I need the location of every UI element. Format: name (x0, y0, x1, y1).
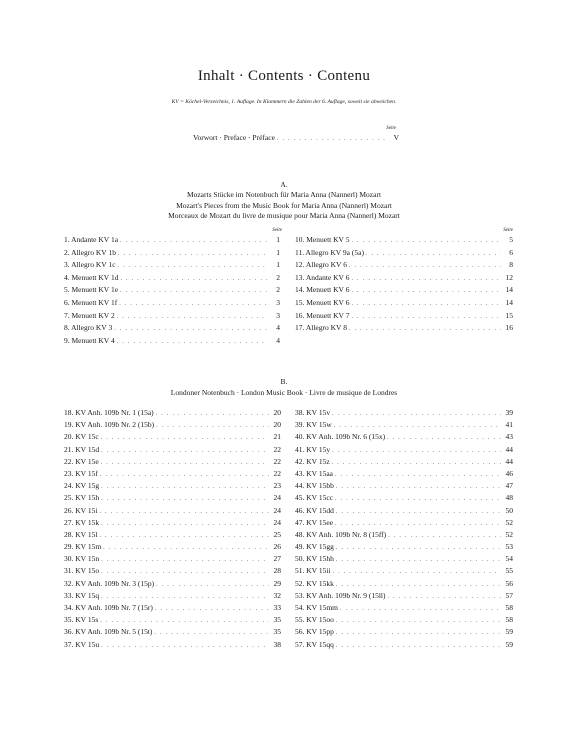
toc-entry-title: 3. Allegro KV 1c (64, 260, 116, 270)
toc-entry-page: 2 (276, 272, 280, 282)
preface-page: V (393, 133, 399, 142)
toc-entry (64, 614, 281, 626)
toc-entry-page: 26 (273, 542, 281, 552)
toc-entry-page: 8 (509, 260, 513, 270)
toc-entry-page: 46 (505, 468, 513, 478)
toc-entry-title: 44. KV 15bb (295, 481, 334, 491)
toc-entry-page: 47 (505, 481, 513, 491)
toc-entry-page: 54 (505, 554, 513, 564)
toc-entry (295, 431, 513, 443)
toc-entry-page: 1 (276, 260, 280, 270)
toc-entry-title: 48. KV Anh. 109b Nr. 8 (15ff) (295, 529, 387, 539)
toc-entry (295, 468, 513, 480)
toc-entry-page: 44 (505, 456, 513, 466)
toc-entry-title: 1. Andante KV 1a (64, 235, 119, 244)
leader-dots (349, 323, 501, 336)
toc-entry (64, 492, 281, 504)
section-a-left-list (64, 234, 280, 347)
toc-entry-page: 41 (505, 420, 513, 430)
toc-entry-title: 5. Menuett KV 1e (64, 285, 119, 295)
toc-entry-page: 56 (505, 578, 513, 588)
toc-entry-title: 32. KV Anh. 109b Nr. 3 (15p) (64, 578, 155, 588)
toc-entry-title: 35. KV 15s (64, 615, 99, 625)
toc-entry-page: 58 (505, 615, 513, 625)
section-a-title-en: Mozart's Pieces from the Music Book for Maria Anna (Nannerl) Mozart (176, 201, 392, 210)
toc-entry (64, 578, 281, 590)
toc-entry-title: 46. KV 15dd (295, 505, 334, 515)
toc-entry-title: 51. KV 15ii (295, 566, 331, 576)
toc-entry-title: 54. KV 15mm (295, 603, 338, 612)
toc-entry-title: 22. KV 15e (64, 456, 99, 466)
toc-entry-title: 19. KV Anh. 109b Nr. 2 (15b) (64, 420, 155, 430)
toc-entry-page: 24 (273, 517, 281, 527)
toc-entry-page: 35 (273, 615, 281, 625)
toc-entry-title: 7. Menuett KV 2 (64, 310, 115, 320)
toc-entry (64, 553, 281, 565)
toc-entry (295, 505, 513, 517)
toc-entry-page: 50 (505, 505, 513, 515)
toc-entry-page: 3 (276, 297, 280, 307)
toc-entry-title: 53. KV Anh. 109b Nr. 9 (15ll) (295, 590, 386, 600)
toc-entry-page: 5 (509, 235, 513, 244)
toc-entry-page: 4 (276, 323, 280, 333)
preface-entry (193, 133, 399, 143)
toc-entry-page: 22 (273, 468, 281, 478)
seite-label-a-left: Seite (272, 228, 282, 233)
toc-entry-page: 55 (505, 566, 513, 576)
toc-entry (64, 565, 281, 577)
toc-entry-page: 2 (276, 285, 280, 295)
toc-entry (64, 639, 281, 651)
toc-entry-page: 14 (505, 297, 513, 307)
toc-entry-title: 21. KV 15d (64, 444, 100, 454)
toc-entry (64, 407, 281, 419)
leader-dots (336, 640, 501, 652)
toc-entry (64, 517, 281, 529)
toc-entry-title: 10. Menuett KV 5 (295, 235, 350, 244)
section-a-letter: A. (280, 180, 288, 189)
toc-entry-title: 39. KV 15w (295, 420, 332, 430)
toc-entry (64, 259, 280, 272)
toc-entry-title: 26. KV 15i (64, 505, 98, 515)
toc-entry (64, 529, 281, 541)
section-b-right-list (295, 407, 513, 651)
toc-entry-page: 52 (505, 529, 513, 539)
toc-entry (64, 626, 281, 638)
toc-entry (295, 272, 513, 285)
toc-entry (64, 284, 280, 297)
toc-entry-page: 59 (505, 627, 513, 637)
toc-entry-title: 25. KV 15h (64, 493, 100, 503)
seite-label-a-right: Seite (503, 228, 513, 233)
toc-entry-title: 23. KV 15f (64, 468, 98, 478)
toc-entry-title: 42. KV 15z (295, 456, 330, 466)
toc-entry (295, 259, 513, 272)
toc-entry-page: 12 (505, 272, 513, 282)
toc-entry-page: 15 (505, 310, 513, 320)
toc-entry (295, 590, 513, 602)
toc-entry-page: 14 (505, 285, 513, 295)
toc-entry (295, 602, 513, 614)
toc-entry-title: 57. KV 15qq (295, 639, 334, 649)
toc-entry-title: 27. KV 15k (64, 517, 100, 527)
toc-entry-title: 49. KV 15gg (295, 542, 334, 552)
toc-entry-page: 58 (505, 603, 513, 612)
toc-entry-page: 21 (273, 432, 281, 442)
toc-entry-page: 16 (505, 323, 513, 333)
toc-entry (64, 234, 280, 247)
leader-dots (277, 134, 387, 144)
toc-entry-title: 4. Menuett KV 1d (64, 272, 119, 282)
toc-entry (64, 541, 281, 553)
toc-entry (295, 297, 513, 310)
toc-entry-title: 14. Menuett KV 6 (295, 285, 350, 295)
toc-entry-title: 18. KV Anh. 109b Nr. 1 (15a) (64, 408, 154, 417)
toc-entry-title: 20. KV 15c (64, 432, 99, 442)
toc-entry-title: 33. KV 15q (64, 590, 100, 600)
toc-entry (295, 284, 513, 297)
toc-entry-title: 11. Allegro KV 9a (5a) (295, 247, 364, 257)
toc-entry (295, 553, 513, 565)
toc-entry (64, 590, 281, 602)
toc-entry (64, 505, 281, 517)
toc-entry (295, 565, 513, 577)
section-b-left-list (64, 407, 281, 651)
toc-entry-title: 2. Allegro KV 1b (64, 247, 116, 257)
toc-entry-title: 30. KV 15n (64, 554, 100, 564)
toc-entry (295, 639, 513, 651)
toc-entry (295, 529, 513, 541)
toc-entry (64, 431, 281, 443)
toc-entry-page: 48 (505, 493, 513, 503)
section-b-title: Londoner Notenbuch · London Music Book · Livre de musique de Londres (170, 388, 398, 397)
toc-entry-page: 25 (273, 529, 281, 539)
toc-entry (295, 444, 513, 456)
toc-entry-title: 24. KV 15g (64, 481, 100, 491)
toc-entry (295, 614, 513, 626)
toc-entry-page: 59 (505, 639, 513, 649)
toc-entry (64, 272, 280, 285)
toc-entry-page: 53 (505, 542, 513, 552)
toc-entry-page: 20 (273, 420, 281, 430)
toc-entry-title: 28. KV 15l (64, 529, 98, 539)
toc-entry-title: 36. KV Anh. 109b Nr. 5 (15t) (64, 627, 153, 637)
toc-entry-title: 55. KV 15oo (295, 615, 334, 625)
toc-entry-page: 27 (273, 554, 281, 564)
toc-entry-title: 50. KV 15hh (295, 554, 334, 564)
toc-entry-title: 9. Menuett KV 4 (64, 335, 115, 345)
toc-entry-title: 47. KV 15ee (295, 517, 333, 527)
toc-entry-title: 12. Allegro KV 6 (295, 260, 347, 270)
leader-dots (101, 640, 269, 652)
toc-entry-page: 20 (273, 408, 281, 417)
toc-entry (295, 492, 513, 504)
toc-entry (64, 247, 280, 260)
toc-entry-page: 38 (273, 639, 281, 649)
toc-entry-page: 24 (273, 493, 281, 503)
toc-entry-title: 45. KV 15cc (295, 493, 333, 503)
toc-entry-page: 3 (276, 310, 280, 320)
toc-entry-page: 39 (505, 408, 513, 417)
toc-entry-title: 43. KV 15aa (295, 468, 333, 478)
leader-dots (117, 336, 268, 349)
toc-entry (64, 335, 280, 348)
toc-entry-page: 35 (273, 627, 281, 637)
toc-entry-title: 6. Menuett KV 1f (64, 297, 118, 307)
toc-entry-title: 17. Allegro KV 8 (295, 323, 347, 333)
toc-entry (64, 419, 281, 431)
page-title: Inhalt · Contents · Contenu (197, 68, 371, 84)
toc-entry-page: 57 (505, 590, 513, 600)
kv-note: KV = Köchel-Verzeichnis, 1. Auflage. In Klammern die Zahlen der 6. Auflage, soweit sie abweichen. (171, 99, 397, 105)
toc-entry-page: 43 (505, 432, 513, 442)
toc-entry (64, 456, 281, 468)
toc-entry-page: 24 (273, 505, 281, 515)
toc-entry-page: 28 (273, 566, 281, 576)
toc-entry-title: 8. Allegro KV 3 (64, 323, 113, 333)
toc-entry-title: 15. Menuett KV 6 (295, 297, 350, 307)
toc-entry-page: 1 (276, 235, 280, 244)
toc-entry-page: 23 (273, 481, 281, 491)
toc-entry (64, 480, 281, 492)
toc-entry-page: 1 (276, 247, 280, 257)
toc-entry (295, 407, 513, 419)
preface-label: Vorwort · Preface · Préface (193, 133, 275, 142)
toc-entry-page: 4 (276, 335, 280, 345)
toc-entry-page: 32 (273, 590, 281, 600)
toc-entry-page: 29 (273, 578, 281, 588)
toc-entry (295, 310, 513, 323)
toc-entry-page: 22 (273, 456, 281, 466)
toc-entry (64, 297, 280, 310)
toc-entry-title: 16. Menuett KV 7 (295, 310, 350, 320)
toc-entry-title: 41. KV 15y (295, 444, 331, 454)
toc-entry (64, 310, 280, 323)
section-b-letter: B. (280, 377, 288, 386)
toc-entry-page: 33 (273, 603, 281, 612)
toc-entry-title: 56. KV 15pp (295, 627, 334, 637)
toc-entry-page: 6 (509, 247, 513, 257)
toc-entry-title: 52. KV 15kk (295, 578, 334, 588)
seite-label-preface: Seite (386, 126, 396, 131)
toc-entry-title: 37. KV 15u (64, 639, 100, 649)
toc-entry (295, 247, 513, 260)
toc-entry (295, 419, 513, 431)
toc-entry (64, 602, 281, 614)
toc-entry-page: 44 (505, 444, 513, 454)
toc-entry (295, 578, 513, 590)
toc-entry-page: 52 (505, 517, 513, 527)
toc-entry (295, 322, 513, 335)
toc-entry (295, 456, 513, 468)
toc-entry-title: 13. Andante KV 6 (295, 272, 350, 282)
toc-entry-title: 31. KV 15o (64, 566, 100, 576)
toc-entry (295, 480, 513, 492)
toc-entry (64, 444, 281, 456)
toc-entry-page: 22 (273, 444, 281, 454)
toc-entry (295, 541, 513, 553)
toc-entry (295, 517, 513, 529)
toc-entry-title: 29. KV 15m (64, 542, 102, 552)
toc-entry (295, 626, 513, 638)
toc-entry (64, 322, 280, 335)
toc-entry-title: 40. KV Anh. 109b Nr. 6 (15x) (295, 432, 386, 442)
toc-entry-title: 38. KV 15v (295, 408, 331, 417)
section-a-title-fr: Morceaux de Mozart du livre de musique pour Maria Anna (Nannerl) Mozart (168, 211, 400, 220)
section-a-right-list (295, 234, 513, 335)
toc-entry (295, 234, 513, 247)
section-a-title-de: Mozarts Stücke im Notenbuch für Maria Anna (Nannerl) Mozart (186, 190, 382, 199)
toc-entry-title: 34. KV Anh. 109b Nr. 7 (15r) (64, 603, 153, 612)
toc-entry (64, 468, 281, 480)
